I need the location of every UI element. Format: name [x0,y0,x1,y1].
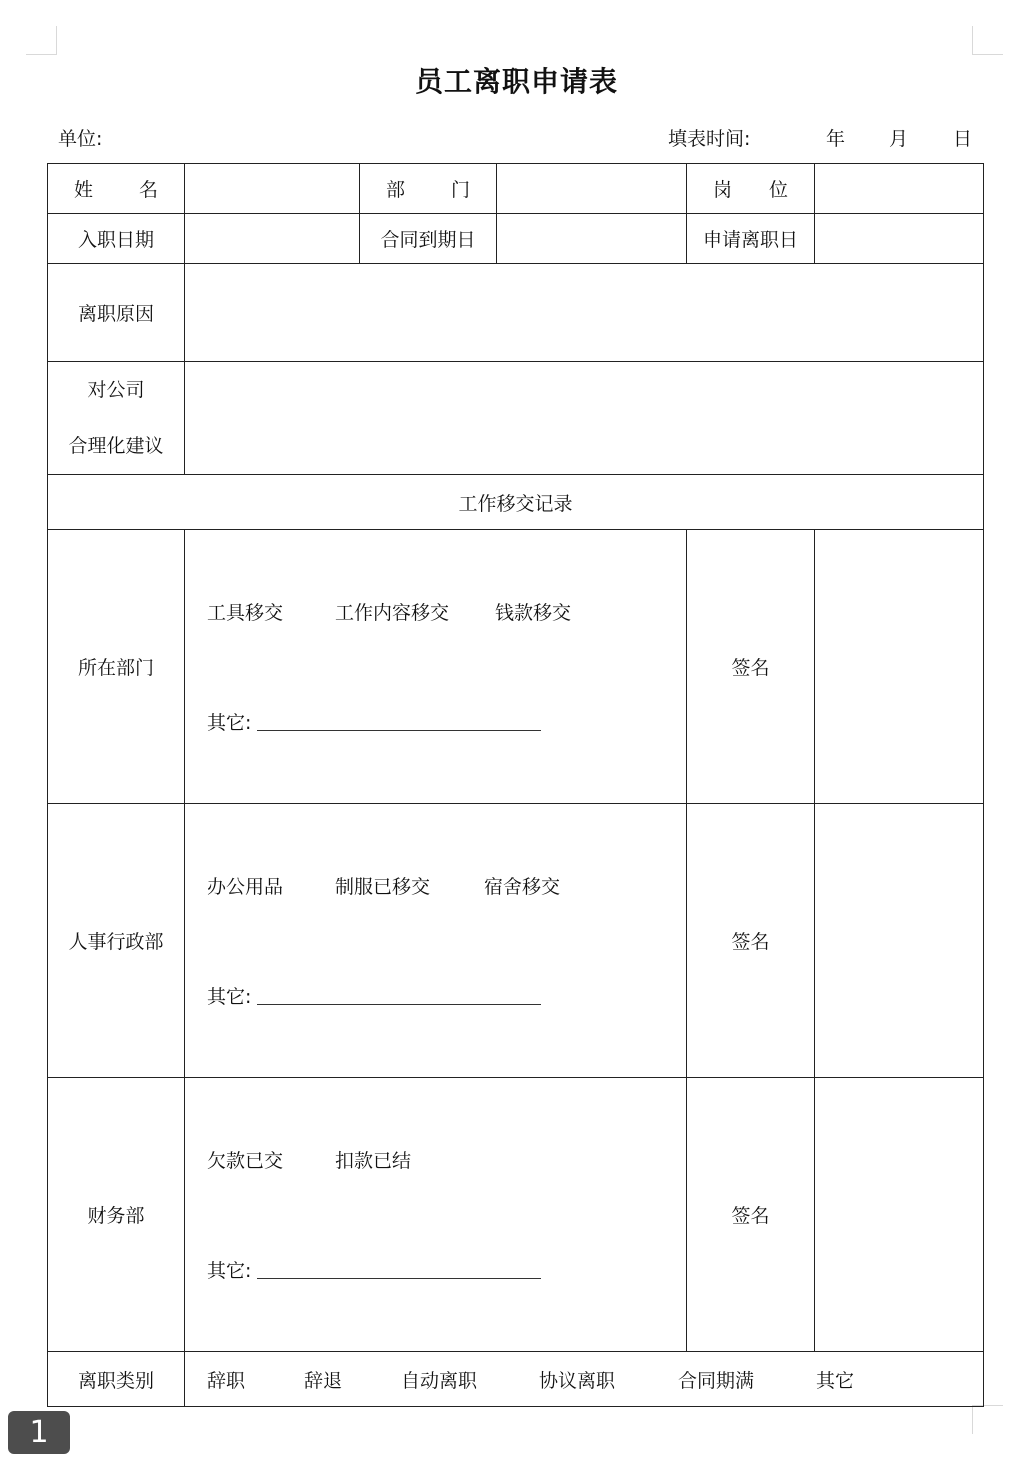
suggestion-label-line: 合理化建议 [68,435,164,457]
handover-option[interactable]: 宿舍移交 [484,876,561,898]
handover-option[interactable]: 工具移交 [207,602,284,624]
handover-option[interactable]: 制服已移交 [335,876,431,898]
suggestion-field[interactable] [185,362,984,475]
handover-section-title: 工作移交记录 [48,475,984,530]
handover-option[interactable]: 扣款已结 [335,1150,412,1172]
day-label: 日 [953,128,973,150]
year-label: 年 [826,128,846,150]
leave-type-option[interactable]: 协议离职 [539,1369,616,1392]
handover-dept-name: 所在部门 [48,530,185,804]
name-label-cell [48,164,185,214]
handover-items-cell [185,1078,687,1352]
handover-items-cell [185,804,687,1078]
reason-label: 离职原因 [48,264,185,362]
signature-field[interactable] [815,804,984,1078]
other-label: 其它: [207,1260,252,1282]
signature-field[interactable] [815,1078,984,1352]
table-row [48,1352,984,1407]
suggestion-label-line: 对公司 [87,379,145,401]
handover-option[interactable]: 欠款已交 [207,1150,284,1172]
leave-type-label: 离职类别 [48,1352,185,1407]
apply-date-field[interactable] [815,214,984,264]
other-label: 其它: [207,986,252,1008]
handover-items-cell [185,530,687,804]
name-field[interactable] [185,164,360,214]
handover-row [48,1078,984,1352]
page-corner-mark [972,26,1003,55]
other-input[interactable] [257,990,541,1005]
leave-type-option[interactable]: 自动离职 [401,1369,478,1392]
other-line [207,982,541,1009]
leave-type-options [185,1366,983,1393]
hire-date-field[interactable] [185,214,360,264]
resignation-form-table [47,163,984,1407]
other-input[interactable] [257,1264,541,1279]
handover-option[interactable]: 工作内容移交 [335,602,450,624]
contract-end-field[interactable] [497,214,687,264]
handover-options [207,598,571,625]
sign-label: 签名 [687,1078,815,1352]
other-line [207,708,541,735]
name-label-char: 姓 [74,179,94,201]
leave-type-option[interactable]: 辞退 [304,1369,343,1392]
reason-field[interactable] [185,264,984,362]
table-row [48,362,984,475]
form-title: 员工离职申请表 [414,65,618,98]
leave-type-option[interactable]: 辞职 [207,1369,246,1392]
dept-label-char: 门 [450,179,470,201]
handover-option[interactable]: 办公用品 [207,876,284,898]
handover-option[interactable]: 钱款移交 [495,602,572,624]
handover-options [207,872,560,899]
fill-time-label: 填表时间: [668,128,751,150]
handover-dept-name: 财务部 [48,1078,185,1352]
apply-date-label: 申请离职日 [687,214,815,264]
post-label-cell [687,164,815,214]
page-number-badge: 1 [8,1411,70,1454]
handover-options [207,1146,411,1173]
sign-label: 签名 [687,804,815,1078]
other-line [207,1256,541,1283]
handover-dept-name: 人事行政部 [48,804,185,1078]
signature-field[interactable] [815,530,984,804]
table-row [48,164,984,214]
other-label: 其它: [207,712,252,734]
leave-type-options-cell [185,1352,984,1407]
table-row [48,214,984,264]
suggestion-label [48,362,185,475]
unit-label: 单位: [58,128,103,150]
handover-row [48,804,984,1078]
other-input[interactable] [257,716,541,731]
page-corner-mark [972,1405,1003,1434]
dept-label-char: 部 [386,179,406,201]
month-label: 月 [889,128,909,150]
leave-type-option[interactable]: 合同期满 [678,1369,755,1392]
page-corner-mark [26,26,57,55]
post-label-char: 位 [768,179,788,201]
post-field[interactable] [815,164,984,214]
leave-type-option[interactable]: 其它 [816,1369,855,1392]
contract-end-label: 合同到期日 [360,214,497,264]
post-label-char: 岗 [713,179,733,201]
sign-label: 签名 [687,530,815,804]
handover-row [48,530,984,804]
hire-date-label: 入职日期 [48,214,185,264]
table-row [48,264,984,362]
table-row [48,475,984,530]
name-label-char: 名 [138,179,158,201]
dept-field[interactable] [497,164,687,214]
dept-label-cell [360,164,497,214]
